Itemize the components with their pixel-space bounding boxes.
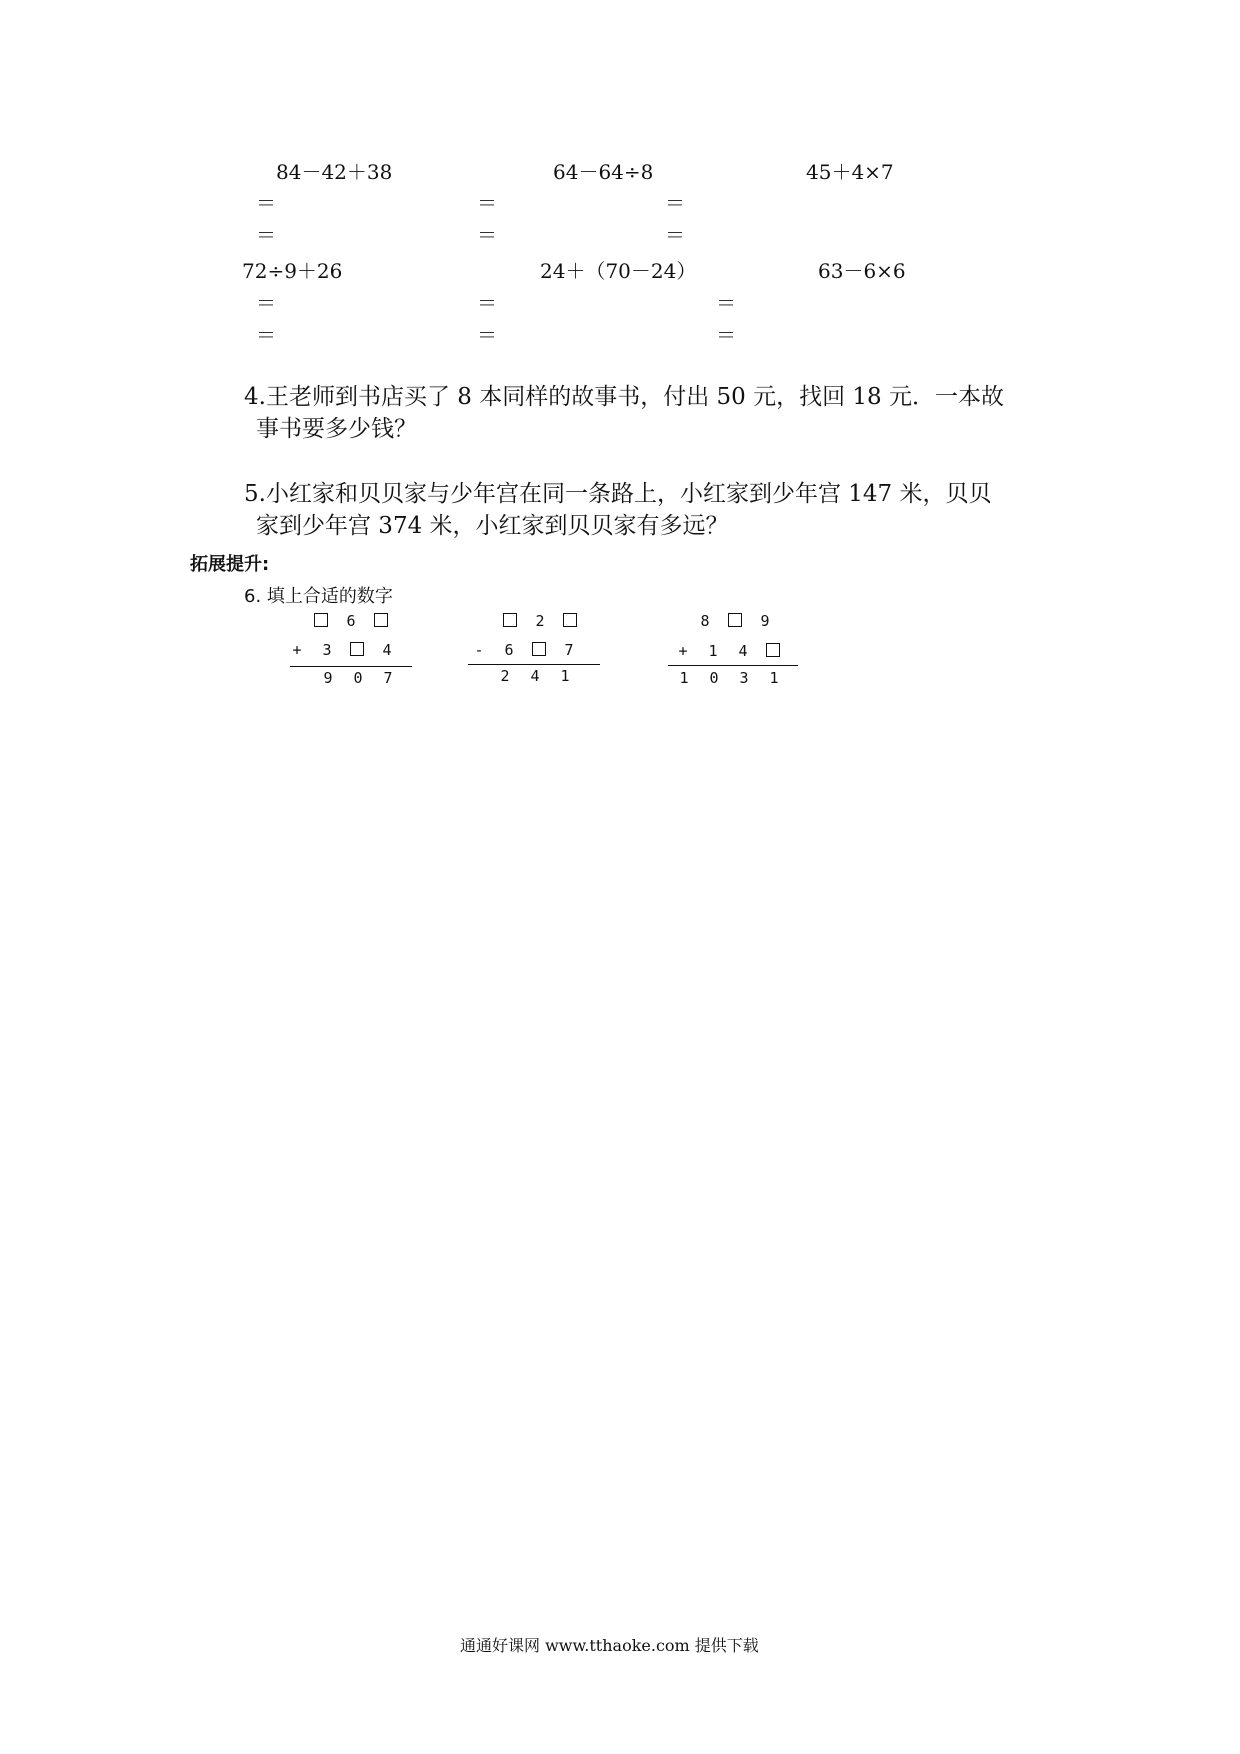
blank-box	[350, 642, 364, 656]
equals-sign: ＝	[665, 223, 685, 247]
blank-box	[766, 643, 780, 657]
puzzle-1-row-1	[306, 612, 396, 630]
puzzle-cell	[720, 612, 750, 630]
puzzle-cell	[366, 612, 396, 630]
equals-sign: ＝	[256, 291, 276, 315]
puzzle-cell	[306, 612, 336, 630]
puzzle-cell: 7	[383, 669, 393, 687]
question-4-line-1: 4.王老师到书店买了 8 本同样的故事书，付出 50 元，找回 18 元．一本故	[244, 384, 1004, 410]
puzzle-cell: 3	[739, 669, 749, 687]
puzzle-3-row-2	[668, 642, 788, 660]
equals-sign: ＝	[256, 223, 276, 247]
puzzle-cell: 1	[708, 642, 718, 660]
puzzle-cell	[495, 612, 525, 630]
equals-sign: ＝	[477, 191, 497, 215]
puzzle-cell: 1	[679, 669, 689, 687]
puzzle-cell: 4	[530, 667, 540, 685]
expr-4: 72÷9＋26	[242, 259, 343, 283]
blank-box	[728, 613, 742, 627]
puzzle-cell: +	[292, 641, 302, 659]
puzzle-cell: 2	[535, 612, 545, 630]
puzzle-cell: 4	[738, 642, 748, 660]
puzzle-2-row-1	[495, 612, 585, 630]
question-5-line-1: 5.小红家和贝贝家与少年宫在同一条路上，小红家到少年宫 147 米，贝贝	[244, 481, 992, 507]
question-4-line-2: 事书要多少钱？	[256, 416, 417, 442]
blank-box	[503, 613, 517, 627]
puzzle-cell: 9	[760, 612, 770, 630]
footer-credit: 通通好课网 www.tthaoke.com 提供下载	[460, 1636, 759, 1655]
expr-3: 45＋4×7	[806, 160, 894, 184]
blank-box	[563, 613, 577, 627]
puzzle-1-row-2	[282, 641, 402, 659]
expr-5: 24＋（70－24）	[540, 259, 697, 283]
puzzle-cell: 2	[500, 667, 510, 685]
puzzle-cell: 4	[382, 641, 392, 659]
puzzle-1-result	[313, 669, 403, 687]
puzzle-cell	[758, 642, 788, 660]
puzzle-cell: 3	[322, 641, 332, 659]
puzzle-cell: -	[474, 641, 484, 659]
section-title: 拓展提升:	[190, 554, 270, 575]
puzzle-cell: 1	[560, 667, 570, 685]
puzzle-cell: 0	[709, 669, 719, 687]
puzzle-cell: 0	[353, 669, 363, 687]
expr-6: 63－6×6	[818, 259, 906, 283]
blank-box	[374, 613, 388, 627]
equals-sign: ＝	[477, 323, 497, 347]
equals-sign: ＝	[477, 291, 497, 315]
puzzle-cell: 9	[323, 669, 333, 687]
expr-1: 84－42＋38	[276, 160, 393, 184]
sum-line	[290, 666, 412, 667]
equals-sign: ＝	[716, 323, 736, 347]
blank-box	[532, 642, 546, 656]
puzzle-3-row-1	[690, 612, 780, 630]
question-6-label: 6. 填上合适的数字	[244, 586, 393, 607]
puzzle-3-result	[669, 669, 789, 687]
equals-sign: ＝	[716, 291, 736, 315]
puzzle-cell: +	[678, 642, 688, 660]
puzzle-cell	[342, 641, 372, 659]
puzzle-cell	[555, 612, 585, 630]
blank-box	[314, 613, 328, 627]
puzzle-2-result	[490, 667, 580, 685]
puzzle-cell: 6	[346, 612, 356, 630]
expr-2: 64－64÷8	[553, 160, 654, 184]
puzzle-cell: 6	[504, 641, 514, 659]
difference-line	[468, 664, 600, 665]
puzzle-cell: 8	[700, 612, 710, 630]
sum-line	[668, 665, 798, 666]
equals-sign: ＝	[665, 191, 685, 215]
puzzle-cell: 7	[564, 641, 574, 659]
puzzle-cell	[524, 641, 554, 659]
puzzle-cell: 1	[769, 669, 779, 687]
puzzle-2-row-2	[464, 641, 584, 659]
question-5-line-2: 家到少年宫 374 米，小红家到贝贝家有多远？	[256, 513, 729, 539]
equals-sign: ＝	[256, 323, 276, 347]
equals-sign: ＝	[477, 223, 497, 247]
equals-sign: ＝	[256, 191, 276, 215]
